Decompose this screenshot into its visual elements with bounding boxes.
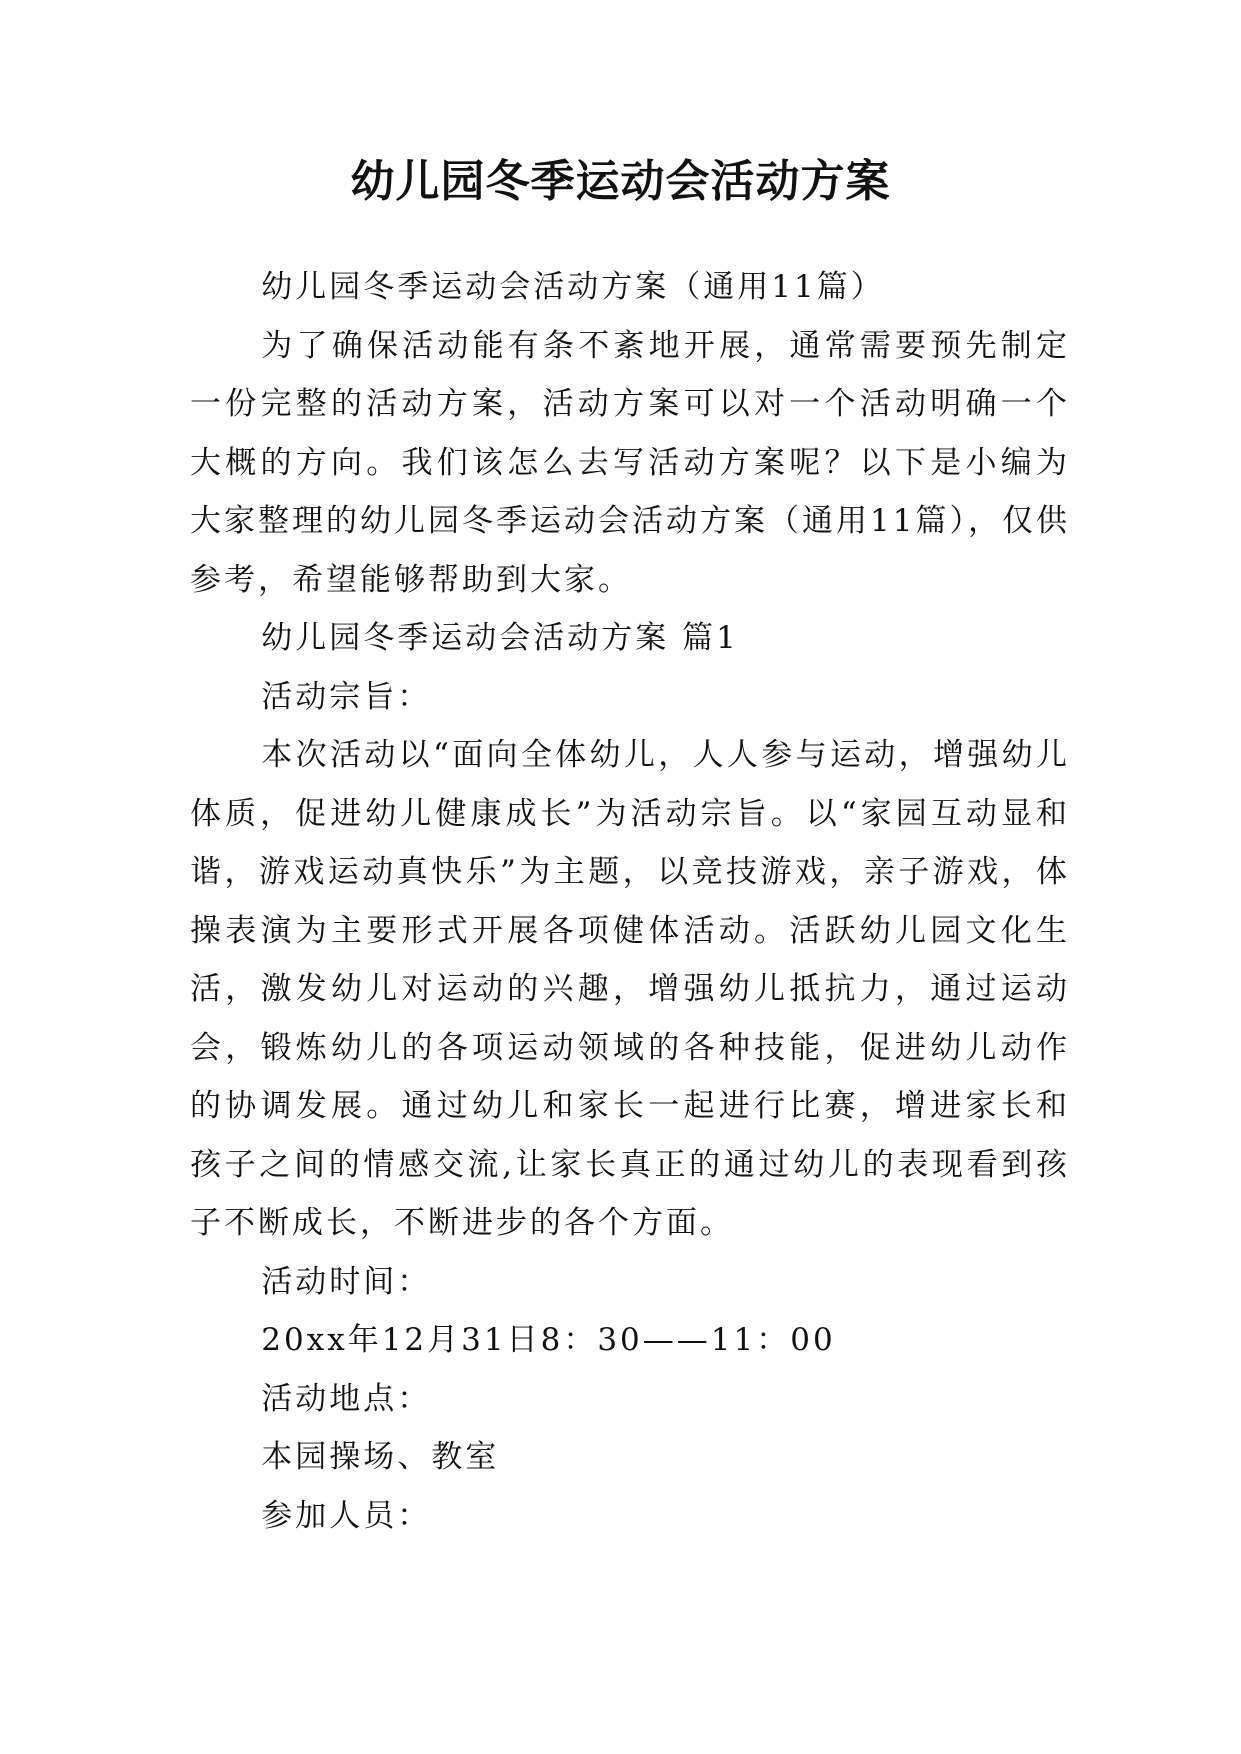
paragraph-intro: 为了确保活动能有条不紊地开展，通常需要预先制定一份完整的活动方案，活动方案可以对一个活动明确一个大概的方向。我们该怎么去写活动方案呢？以下是小编为大家整理的幼儿园冬季运动会活动方案（通用11篇），仅供参考，希望能够帮助到大家。 [190,327,1070,598]
paragraph-time-label: 活动时间： [261,1263,432,1300]
paragraph-location-label: 活动地点： [261,1380,432,1417]
paragraph-section-heading: 幼儿园冬季运动会活动方案 篇1 [261,620,739,656]
document-title: 幼儿园冬季运动会活动方案 [350,156,891,207]
paragraph-purpose-label: 活动宗旨： [261,678,432,715]
paragraph-subtitle: 幼儿园冬季运动会活动方案（通用11篇） [261,269,885,305]
paragraph-location-value: 本园操场、教室 [261,1439,500,1475]
paragraph-time-value: 20xx年12月31日8：30——11：00 [261,1322,836,1358]
paragraph-purpose-text: 本次活动以“面向全体幼儿，人人参与运动，增强幼儿体质，促进幼儿健康成长”为活动宗旨。以“家园互动显和谐，游戏运动真快乐”为主题，以竞技游戏，亲子游戏，体操表演为主要形式开展各项健体活动。活跃幼儿园文化生活，激发幼儿对运动的兴趣，增强幼儿抵抗力，通过运动会，锻炼幼儿的各项运动领域的各种技能，促进幼儿动作的协调发展。通过幼儿和家长一起进行比赛，增进家长和孩子之间的情感交流,让家长真正的通过幼儿的表现看到孩子不断成长，不断进步的各个方面。 [190,737,1070,1241]
paragraph-participants-label: 参加人员： [261,1497,432,1534]
document-body [190,258,1070,1545]
